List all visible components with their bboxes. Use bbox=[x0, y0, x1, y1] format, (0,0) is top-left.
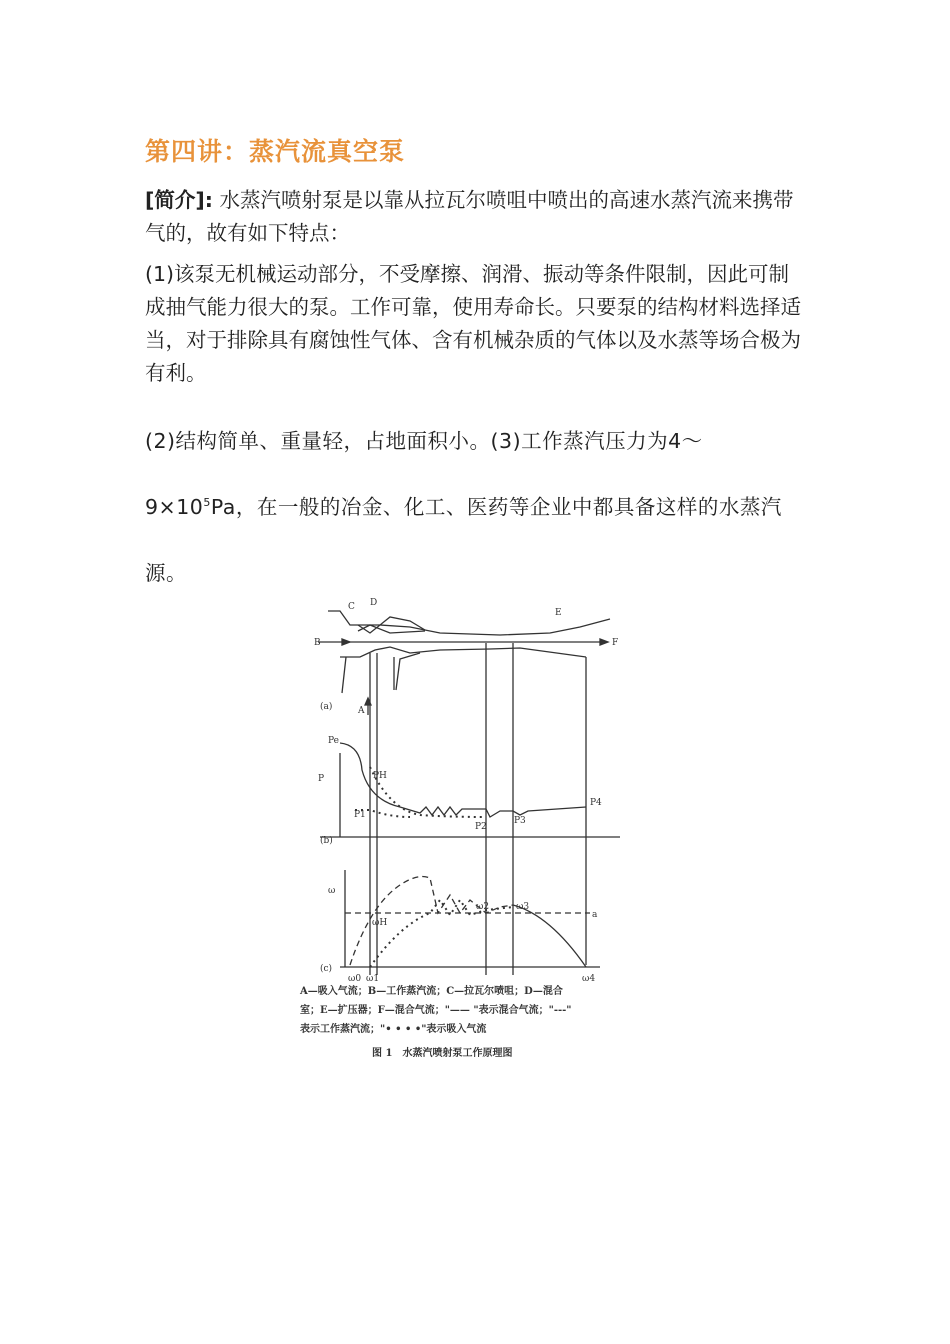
suction-velocity-curve bbox=[370, 900, 513, 967]
label-w2: ω2 bbox=[476, 902, 490, 912]
intro-text: 水蒸汽喷射泵是以靠从拉瓦尔喷咀中喷出的高速水蒸汽流来携带气的，故有如下特点： bbox=[145, 188, 794, 245]
label-ph: PH bbox=[373, 771, 387, 781]
mixed-velocity-curve bbox=[513, 905, 586, 967]
flow-arrow-f bbox=[600, 639, 608, 645]
point-2-paragraph bbox=[145, 408, 805, 606]
label-a-mark: a bbox=[592, 910, 598, 920]
suction-wall-left bbox=[342, 657, 346, 693]
figure-legend bbox=[300, 982, 640, 1039]
label-p-axis: P bbox=[318, 774, 325, 784]
legend-line-1: A—吸入气流；B—工作蒸汽流；C—拉瓦尔喷咀；D—混合 bbox=[300, 986, 563, 997]
chamber-wall-inner bbox=[396, 653, 420, 690]
intro-paragraph bbox=[145, 184, 805, 250]
label-section-b: (b) bbox=[320, 836, 333, 846]
flow-arrow-b bbox=[342, 639, 350, 645]
label-f: F bbox=[612, 638, 619, 648]
legend-line-2: 室；E—扩压器；F—混合气流；"—— "表示混合气流；"---" bbox=[300, 1005, 572, 1016]
label-a: A bbox=[358, 706, 365, 716]
label-w3: ω3 bbox=[516, 902, 530, 912]
label-w0: ω0 bbox=[348, 974, 362, 984]
point-1-paragraph: (1)该泵无机械运动部分，不受摩擦、润滑、振动等条件限制，因此可制成抽气能力很大的泵。工作可靠，使用寿命长。只要泵的结构材料选择适当，对于排除具有腐蚀性气体、含有机械杂质的气体以及水蒸等场合极为有利。 bbox=[145, 262, 801, 385]
label-p2: P2 bbox=[475, 822, 487, 832]
label-p3: P3 bbox=[514, 816, 526, 826]
point-2-exponent: 5 bbox=[203, 496, 211, 510]
pump-diagram bbox=[300, 595, 640, 985]
label-wh: ωH bbox=[372, 918, 388, 928]
pump-top-outline bbox=[328, 611, 610, 635]
point-2-text-a: (2)结构简单、重量轻，占地面积小。(3)工作蒸汽压力为4～9×10 bbox=[145, 429, 703, 519]
label-p1: P1 bbox=[354, 810, 366, 820]
label-section-c: (c) bbox=[320, 964, 333, 974]
label-w1: ω1 bbox=[366, 974, 380, 984]
figure-caption: 图 1 水蒸汽喷射泵工作原理图 bbox=[372, 1048, 513, 1059]
label-section-a: (a) bbox=[320, 702, 333, 712]
intro-label: [简介]: bbox=[145, 188, 213, 212]
label-e: E bbox=[555, 608, 562, 618]
page-title: 第四讲：蒸汽流真空泵 bbox=[145, 137, 406, 166]
label-w4: ω4 bbox=[582, 974, 596, 984]
label-d: D bbox=[370, 598, 378, 608]
point-2-text-b: Pa，在一般的冶金、化工、医药等企业中都具备这样的水蒸汽源。 bbox=[145, 495, 782, 585]
label-c: C bbox=[348, 602, 355, 612]
legend-line-3: 表示工作蒸汽流；"• • • •"表示吸入气流 bbox=[300, 1024, 487, 1035]
label-w-axis: ω bbox=[328, 886, 336, 896]
label-b: B bbox=[314, 638, 321, 648]
label-p4: P4 bbox=[590, 798, 602, 808]
label-pe: Pe bbox=[328, 736, 339, 746]
